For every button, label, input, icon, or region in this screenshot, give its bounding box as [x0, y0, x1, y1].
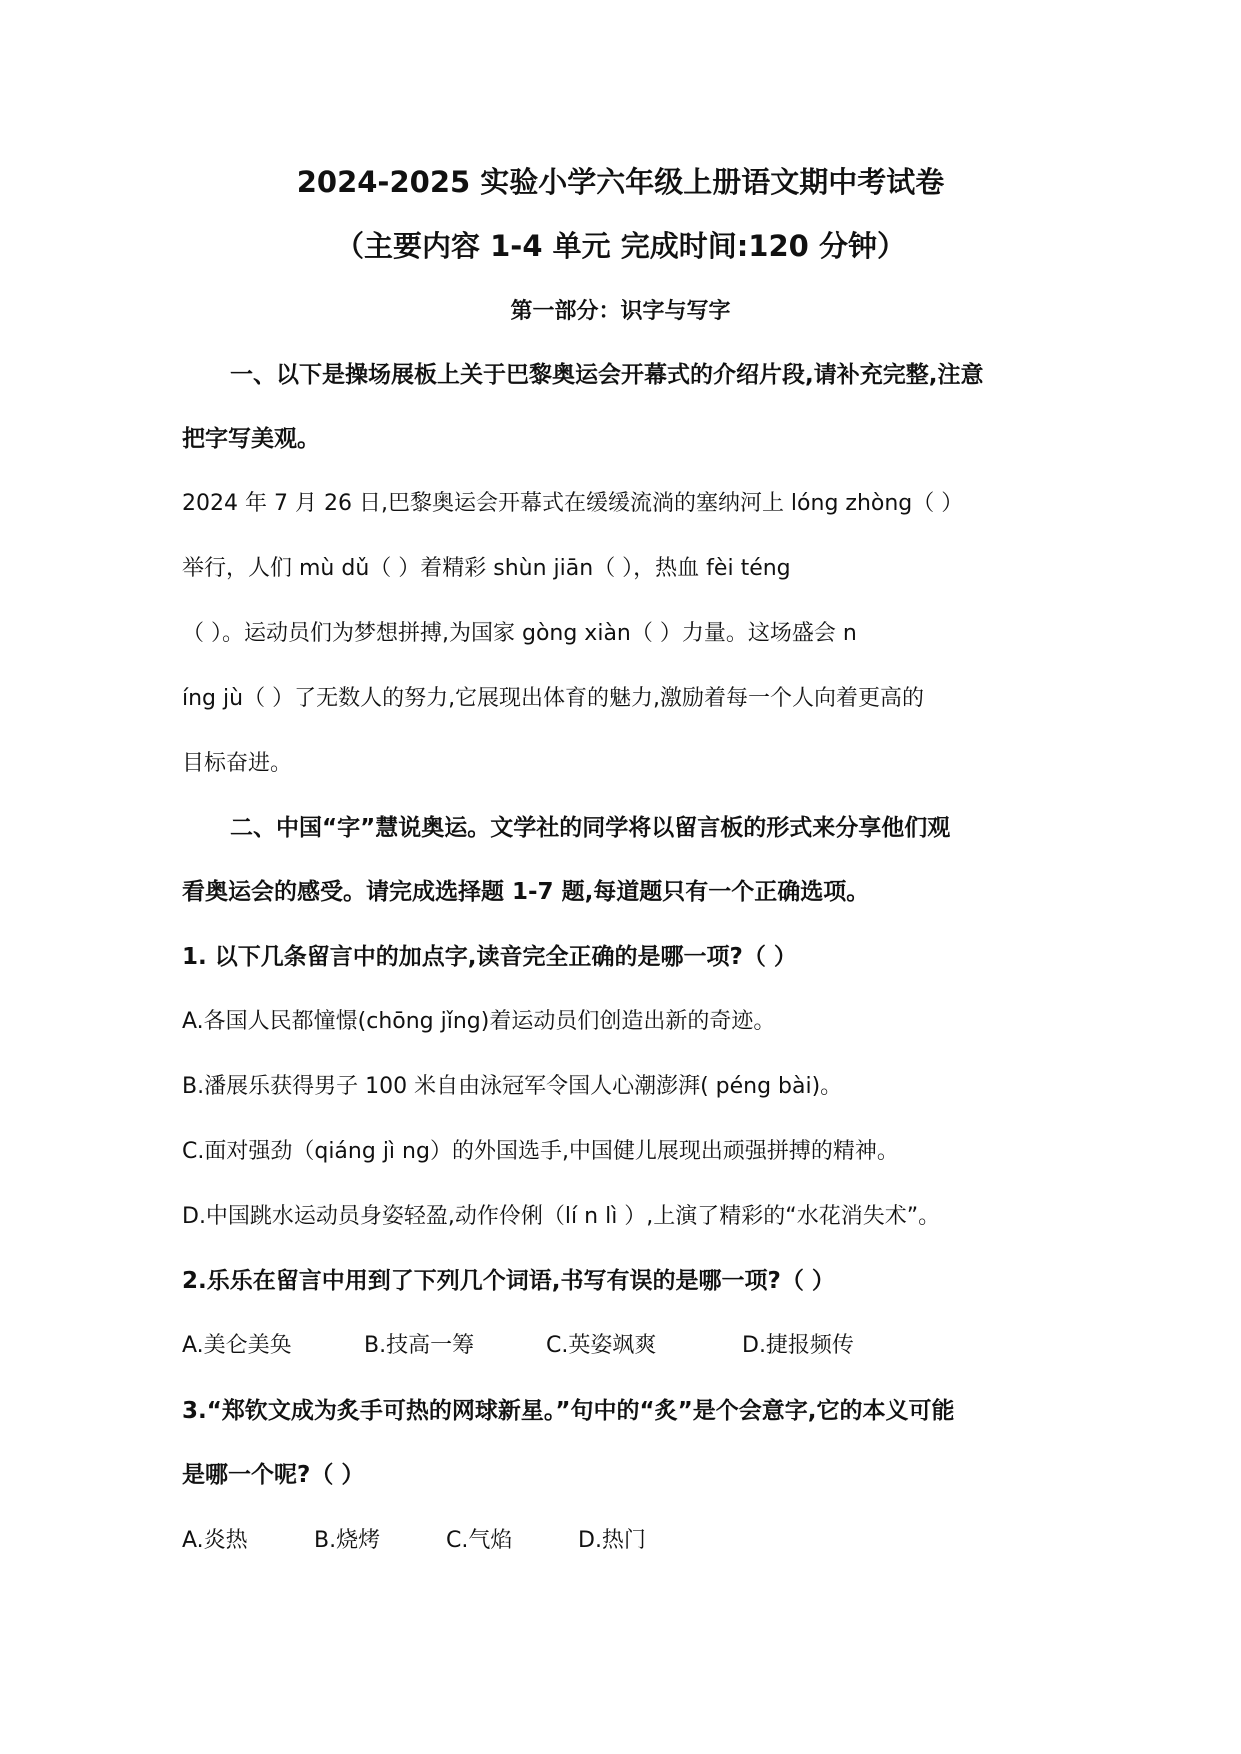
question-1-option-a: A.各国人民都憧憬(chōng jǐng)着运动员们创造出新的奇迹。	[182, 1009, 776, 1034]
section2-heading-line1: 二、中国“字”慧说奥运。文学社的同学将以留言板的形式来分享他们观	[230, 815, 951, 841]
question-1-option-b: B.潘展乐获得男子 100 米自由泳冠军令国人心潮澎湃( péng bài)。	[182, 1074, 843, 1099]
question-2-stem: 2.乐乐在留言中用到了下列几个词语,书写有误的是哪一项?（ ）	[182, 1268, 835, 1294]
question-3-stem-line1: 3.“郑钦文成为炙手可热的网球新星。”句中的“炙”是个会意字,它的本义可能	[182, 1398, 955, 1424]
question-1-stem: 1. 以下几条留言中的加点字,读音完全正确的是哪一项?（ ）	[182, 944, 797, 970]
passage-line-5: 目标奋进。	[182, 751, 293, 776]
question-2-option-c: C.英姿飒爽	[546, 1333, 657, 1358]
section2-heading-line2: 看奥运会的感受。请完成选择题 1-7 题,每道题只有一个正确选项。	[182, 879, 870, 905]
question-3-stem-line2: 是哪一个呢?（ ）	[182, 1462, 365, 1488]
question-3-option-a: A.炎热	[182, 1528, 248, 1553]
question-2-option-a: A.美仑美奂	[182, 1333, 292, 1358]
question-3-option-b: B.烧烤	[314, 1528, 381, 1553]
part-heading: 第一部分：识字与写字	[510, 299, 731, 324]
passage-line-3: （ ）。运动员们为梦想拼搏,为国家 gòng xiàn（ ）力量。这场盛会 n	[182, 621, 857, 646]
question-3-option-c: C.气焰	[446, 1528, 513, 1553]
passage-line-4: íng jù（ ）了无数人的努力,它展现出体育的魅力,激励着每一个人向着更高的	[182, 686, 925, 711]
question-2-option-b: B.技高一筹	[364, 1333, 475, 1358]
section1-heading-line2: 把字写美观。	[182, 426, 320, 452]
passage-line-1: 2024 年 7 月 26 日,巴黎奥运会开幕式在缓缓流淌的塞纳河上 lóng zhòng（ ）	[182, 491, 964, 516]
section1-heading-line1: 一、以下是操场展板上关于巴黎奥运会开幕式的介绍片段,请补充完整,注意	[230, 362, 984, 388]
question-1-option-c: C.面对强劲（qiáng jì ng）的外国选手,中国健儿展现出顽强拼搏的精神。	[182, 1139, 899, 1164]
question-3-option-d: D.热门	[578, 1528, 646, 1553]
question-1-option-d: D.中国跳水运动员身姿轻盈,动作伶俐（lí n lì ）,上演了精彩的“水花消失术”。	[182, 1204, 941, 1229]
exam-subtitle: （主要内容 1-4 单元 完成时间:120 分钟）	[335, 229, 906, 263]
exam-title: 2024-2025 实验小学六年级上册语文期中考试卷	[296, 165, 945, 199]
passage-line-2: 举行，人们 mù dǔ（ ）着精彩 shùn jiān（ ），热血 fèi téng	[182, 556, 791, 581]
question-2-option-d: D.捷报频传	[742, 1333, 854, 1358]
